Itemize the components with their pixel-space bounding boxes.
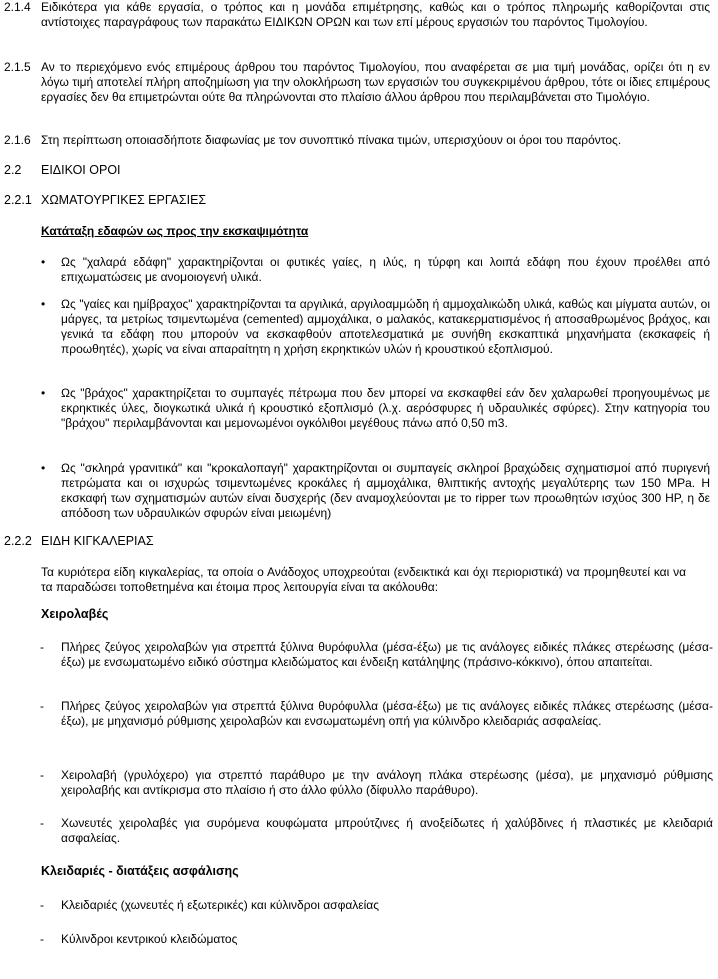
bullet-text: Ως "βράχος" χαρακτηρίζεται το συμπαγές πέτρωμα που δεν μπορεί να εκσκαφθεί εάν δεν χαλαρωθεί προηγουμένως με εκρηκτικές ύλες, διογκωτικά υλικά ή κρουστικό εξοπλισμό (λ.χ. αερόσφυρες ή υδραυλικές σφύρες). Στην κατηγορία του "βράχου" περιλαμβάνονται και μεμονωμένοι ογκόλιθοι μεγέθους πάνω από 0,50 m3. [61,386,710,430]
clause-text: Αν το περιεχόμενο ενός επιμέρους άρθρου του παρόντος Τιμολογίου, που αναφέρεται σε μια τιμή μονάδας, ορίζει ότι η εν λόγω τιμή αποτελεί πλήρη αποζημίωση για την ολοκλήρωση των εργασιών του συγκεκριμένου άρθρου, τότε οι ίδιες επιμέρους εργασίες δεν θα επιμετρώνται ούτε θα πληρώνονται στο πλαίσιο άλλου άρθρου που περιλαμβάνεται στο Τιμολόγιο. [41,60,710,104]
dash-mark: - [40,640,44,654]
bullet-text: Ως "χαλαρά εδάφη" χαρακτηρίζονται οι φυτικές γαίες, η ιλύς, η τύρφη και λοιπά εδάφη που έχουν προέλθει από επιχωματώσεις με ανομοιογενή υλικά. [61,255,710,284]
handles-title: Χειρολαβές [41,607,109,621]
dash-mark: - [40,932,44,946]
clause-number: 2.1.6 [4,133,31,147]
bullet-mark: • [41,255,46,269]
section-number: 2.2.2 [4,534,32,548]
bullet-mark: • [41,461,46,475]
clause-number: 2.1.5 [4,60,31,74]
intro-paragraph: Τα κυριότερα είδη κιγκαλερίας, τα οποία ο Ανάδοχος υποχρεούται (ενδεικτικά και όχι περιοριστικά) να προμηθευτεί και να τα παραδώσει τοποθετημένα και έτοιμα προς λειτουργία είναι τα ακόλουθα: [41,565,686,594]
dash-mark: - [40,816,44,830]
dash-mark: - [40,898,44,912]
clause-number: 2.1.4 [4,0,31,14]
section-number: 2.2.1 [4,193,32,207]
bullet-text: Ως "γαίες και ημίβραχος" χαρακτηρίζονται τα αργιλικά, αργιλοαμμώδη ή αμμοχαλικώδη υλικά, καθώς και μίγματα αυτών, οι μάργες, τα μετρίως τσιμεντωμένα (cemented) αμμοχάλικα, ο μαλακός, κατακερματισμένος ή αποσαθρωμένος βράχος, και γενικά τα εδάφη που μπορούν να εκσκαφθούν αποτελεσματικά με συνήθη εκσκαπτικά μηχανήματα (εκσκαφείς ή προωθητές), χωρίς να είναι απαραίτητη η χρήση εκρηκτικών υλών ή κρουστικού εξοπλισμού. [61,297,710,356]
bullet-mark: • [41,386,46,400]
bullet-mark: • [41,297,46,311]
section-title: ΧΩΜΑΤΟΥΡΓΙΚΕΣ ΕΡΓΑΣΙΕΣ [41,193,207,207]
section-title: ΕΙΔΗ ΚΙΓΚΑΛΕΡΙΑΣ [41,534,154,548]
clause-text: Ειδικότερα για κάθε εργασία, ο τρόπος και η μονάδα επιμέτρησης, καθώς και ο τρόπος πληρωμής καθορίζονται στις αντίστοιχες παραγράφους των παρακάτω ΕΙΔΙΚΩΝ ΟΡΩΝ και των επί μέρους εργασιών του παρόντος Τιμολογίου. [41,0,710,29]
clause-text: Στη περίπτωση οποιασδήποτε διαφωνίας με τον συνοπτικό πίνακα τιμών, υπερισχύουν οι όροι του παρόντος. [41,133,622,147]
dash-text: Πλήρες ζεύγος χειρολαβών για στρεπτά ξύλινα θυρόφυλλα (μέσα-έξω) με τις ανάλογες ειδικές πλάκες στερέωσης (μέσα-έξω), με μηχανισμό ρύθμισης χειρολαβών και ενσωματωμένη οπή για κύλινδρο κλειδαριάς ασφαλείας. [61,699,713,728]
dash-mark: - [40,768,44,782]
section-number: 2.2 [4,163,22,177]
dash-text: Χειρολαβή (γρυλόχερο) για στρεπτό παράθυρο με την ανάλογη πλάκα στερέωσης (μέσα), με μηχανισμό ρύθμισης χειρολαβής και αντίκρισμα στο πλαίσιο ή στο άλλο φύλλο (δίφυλλο παράθυρο). [61,768,713,797]
dash-text: Πλήρες ζεύγος χειρολαβών για στρεπτά ξύλινα θυρόφυλλα (μέσα-έξω) με τις ανάλογες ειδικές πλάκες στερέωσης (μέσα-έξω) με ενσωματωμένο ειδικό σύστημα κλειδώματος και ένδειξη κατάληψης (πράσινο-κόκκινο), όπου απαιτείται. [61,640,713,669]
section-title: ΕΙΔΙΚΟΙ ΟΡΟΙ [41,163,121,177]
subsection-title: Κατάταξη εδαφών ως προς την εκσκαψιμότητα [41,224,309,238]
dash-text: Χωνευτές χειρολαβές για συρόμενα κουφώματα μπρούτζινες ή ανοξείδωτες ή χαλύβδινες ή πλαστικές με κλειδαριά ασφαλείας. [61,816,713,845]
locks-title: Κλειδαριές - διατάξεις ασφάλισης [41,864,239,878]
bullet-text: Ως "σκληρά γρανιτικά" και "κροκαλοπαγή" χαρακτηρίζονται οι συμπαγείς σκληροί βραχώδεις σχηματισμοί από πυριγενή πετρώματα και οι ισχυρώς τσιμεντωμένες κροκάλες ή αμμοχάλικα, θλιπτικής αντοχής μεγαλύτερης των 150 MPa. Η εκσκαφή των σχηματισμών αυτών είναι δυσχερής (δεν αναμοχλεύονται με το ripper των προωθητών ισχύος 300 HP, η δε απόδοση των υδραυλικών σφυρών είναι μειωμένη) [61,461,710,520]
dash-text: Κλειδαριές (χωνευτές ή εξωτερικές) και κύλινδροι ασφαλείας [61,898,380,912]
dash-mark: - [40,699,44,713]
dash-text: Κύλινδροι κεντρικού κλειδώματος [61,932,238,946]
